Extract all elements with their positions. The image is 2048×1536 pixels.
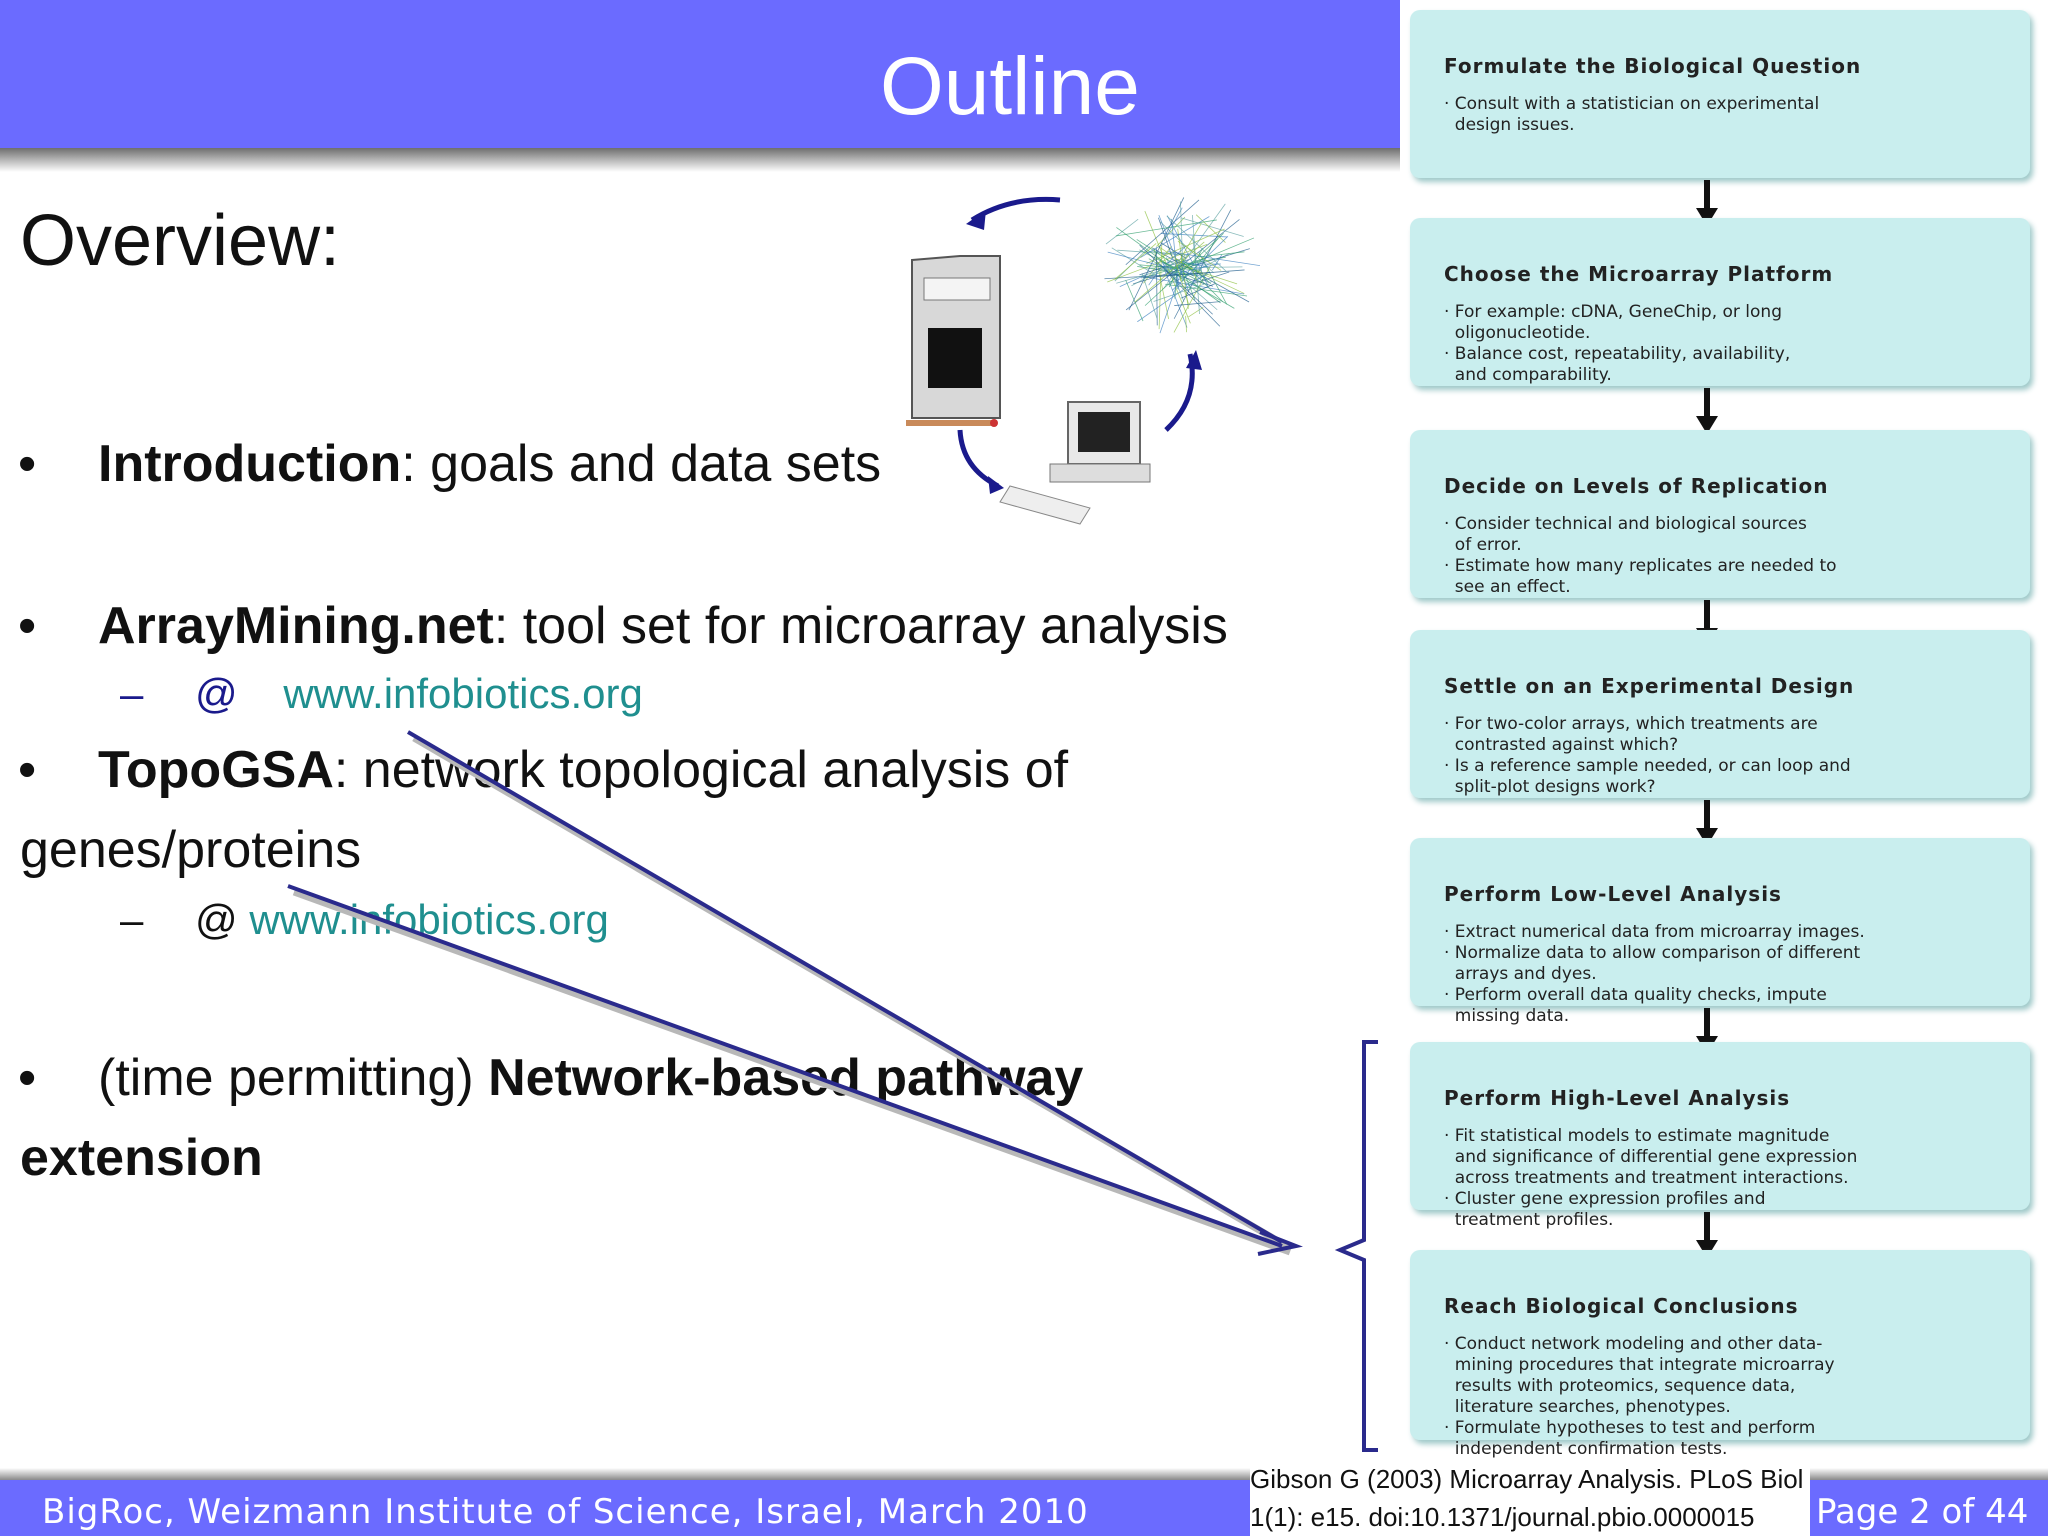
citation-line-2: 1(1): e15. doi:10.1371/journal.pbio.0000015 — [1250, 1502, 1755, 1532]
flowchart-step-line: arrays and dyes. — [1444, 964, 1597, 984]
page-number: Page 2 of 44 — [1816, 1492, 2029, 1532]
citation — [1250, 1460, 1810, 1536]
at-symbol: @ — [195, 896, 238, 943]
bullet-dot: • — [18, 435, 37, 493]
flowchart-step-line: of error. — [1444, 535, 1522, 555]
flowchart-step-line: see an effect. — [1444, 577, 1571, 597]
citation-line-1: Gibson G (2003) Microarray Analysis. PLoS Biol — [1250, 1464, 1804, 1494]
flowchart-step-line: across treatments and treatment interactions. — [1444, 1168, 1849, 1188]
flowchart-step-title: Formulate the Biological Question — [1444, 54, 1862, 78]
footer-event: BigRoc, Weizmann Institute of Science, Israel, March 2010 — [42, 1492, 1089, 1532]
slide-title: Outline — [880, 41, 1140, 132]
flowchart-step-line: · Formulate hypotheses to test and perform — [1444, 1418, 1816, 1438]
flowchart-step-line: · Estimate how many replicates are needed to — [1444, 556, 1837, 576]
flowchart-step-line: · Extract numerical data from microarray images. — [1444, 922, 1865, 942]
bullet-dot: • — [18, 741, 37, 799]
flowchart-step-line: oligonucleotide. — [1444, 323, 1591, 343]
flowchart-step-line: missing data. — [1444, 1006, 1570, 1026]
flowchart-step-line: · Consider technical and biological sources — [1444, 514, 1807, 534]
flowchart-step-line: · Is a reference sample needed, or can loop and — [1444, 756, 1851, 776]
flowchart-step-title: Reach Biological Conclusions — [1444, 1294, 1799, 1318]
flowchart-step-line: · For two-color arrays, which treatments are — [1444, 714, 1818, 734]
bullet-text: (time permitting) — [98, 1049, 489, 1107]
flowchart-step-line: independent confirmation tests. — [1444, 1439, 1728, 1459]
bullet-bold: Network-based pathway — [488, 1049, 1084, 1107]
flowchart-step-line: and comparability. — [1444, 365, 1612, 385]
bullet-bold: TopoGSA — [98, 741, 334, 799]
flowchart-step-line: · Perform overall data quality checks, impute — [1444, 985, 1827, 1005]
flowchart-step-line: literature searches, phenotypes. — [1444, 1397, 1731, 1417]
bullet-text: : network topological analysis of — [333, 741, 1069, 799]
flowchart-step-title: Decide on Levels of Replication — [1444, 474, 1829, 498]
bracket — [1340, 1042, 1378, 1450]
bullet-text: : tool set for microarray analysis — [493, 597, 1228, 655]
at-symbol: @ — [195, 670, 238, 717]
bullet-topogsa-wrap: genes/proteins — [20, 821, 362, 879]
flowchart-step-line: treatment profiles. — [1444, 1210, 1614, 1230]
flowchart-step-line: · For example: cDNA, GeneChip, or long — [1444, 302, 1782, 322]
bullet-text: : goals and data sets — [401, 435, 882, 493]
sub-dash: – — [120, 896, 144, 943]
infobiotics-link[interactable]: www.infobiotics.org — [249, 896, 609, 943]
flowchart-step-line: · Balance cost, repeatability, availability, — [1444, 344, 1791, 364]
flowchart-step-line: contrasted against which? — [1444, 735, 1679, 755]
flowchart-step-line: and significance of differential gene expression — [1444, 1147, 1858, 1167]
bullet-bold: ArrayMining.net — [98, 597, 494, 655]
infobiotics-link[interactable]: www.infobiotics.org — [283, 670, 643, 717]
flowchart-step-line: · Cluster gene expression profiles and — [1444, 1189, 1766, 1209]
flowchart-step-line: · Normalize data to allow comparison of different — [1444, 943, 1861, 963]
flowchart-step-line: · Fit statistical models to estimate magnitude — [1444, 1126, 1830, 1146]
flowchart-step-title: Perform High-Level Analysis — [1444, 1086, 1791, 1110]
sub-dash: – — [120, 670, 144, 717]
overview-heading: Overview: — [20, 201, 341, 281]
flowchart-step-line: results with proteomics, sequence data, — [1444, 1376, 1796, 1396]
flowchart-step-title: Settle on an Experimental Design — [1444, 674, 1855, 698]
bullet-dot: • — [18, 597, 37, 655]
flowchart-step-line: mining procedures that integrate microarray — [1444, 1355, 1835, 1375]
flowchart-step-title: Choose the Microarray Platform — [1444, 262, 1834, 286]
flowchart-step-title: Perform Low-Level Analysis — [1444, 882, 1782, 906]
bullet-bold: Introduction — [98, 435, 402, 493]
flowchart-step-line: split-plot designs work? — [1444, 777, 1656, 797]
flowchart-step-line: · Consult with a statistician on experimental — [1444, 94, 1820, 114]
bullet-dot: • — [18, 1049, 37, 1107]
flowchart-step-line: · Conduct network modeling and other data- — [1444, 1334, 1823, 1354]
bullet-network-wrap: extension — [20, 1129, 263, 1187]
flowchart-step-line: design issues. — [1444, 115, 1575, 135]
